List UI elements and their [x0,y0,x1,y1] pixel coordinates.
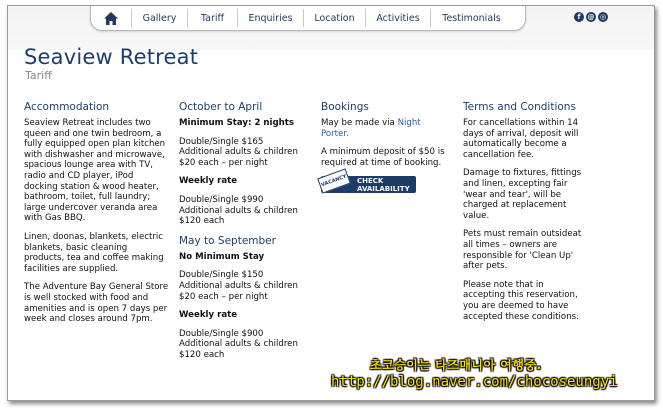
may-sep-weekly-rate: Double/Single $900 [179,328,264,339]
accommodation-supplies: Linen, doonas, blankets, electric blankets, basic cleaning products, tea and coffee making facilities are supplied. [24,231,164,274]
tripadvisor-icon[interactable]: ◎ [599,13,607,21]
may-sep-heading: May to September [179,234,276,247]
may-sep-min-stay: No Minimum Stay [179,251,265,262]
terms-pets: Pets must remain outsideat all times – owners are responsible for 'Clean Up' after pets. [463,229,582,272]
terms-acceptance: Please note that in accepting this reservation, you are deemed to have accepted these conditions. [463,279,579,322]
may-sep-weekly-additional: Additional adults & children $120 each [179,339,298,360]
nav-testimonials[interactable]: Testimonials [430,9,512,27]
bookings-heading: Bookings [321,101,369,113]
email-icon[interactable]: @ [587,13,595,21]
page-frame [7,5,655,401]
bookings-deposit: A minimum deposit of $50 is required at time of booking. [321,147,445,168]
nav-enquiries[interactable]: Enquiries [237,9,303,27]
watermark-url: http://blog.naver.com/chocoseungyi [331,374,618,390]
badge-line-2: AVAILABILITY [357,185,410,194]
bookings-column [321,101,446,193]
check-availability-button[interactable] [320,173,446,194]
social-icons [574,12,608,22]
vacancy-sign-icon: VACANCY [317,169,351,194]
terms-column [463,101,588,330]
oct-apr-weekly-label: Weekly rate [179,176,238,187]
badge-line-1: CHECK [357,177,384,186]
accommodation-column [24,101,169,333]
watermark-korean: 초코승이는 타즈매니아 여행중. [370,358,542,372]
main-nav [90,6,526,31]
terms-damage: Damage to fixtures, fittings and linen, excepting fair 'wear and tear', will be charged at replacement value. [463,168,582,221]
oct-apr-nightly-rate: Double/Single $165 [179,136,264,147]
oct-apr-heading: October to April [179,101,263,113]
rates-column [179,101,309,369]
oct-apr-additional: Additional adults & children $20 each – per night [179,147,298,168]
terms-cancellation: For cancellations within 14 days of arrival, deposit will automatically become a cancellation fee. [463,118,579,160]
bookings-via [321,118,446,139]
nav-location[interactable]: Location [303,9,365,27]
oct-apr-weekly-rate: Double/Single $990 [179,194,264,205]
may-sep-nightly-rate: Double/Single $150 [179,270,264,281]
may-sep-additional: Additional adults & children $20 each – per night [179,280,298,302]
accommodation-heading: Accommodation [24,101,110,113]
home-icon [104,12,118,25]
check-availability-label [357,177,410,193]
page-title: Seaview Retreat [24,45,199,69]
accommodation-description: Seaview Retreat includes two queen and one twin bedroom, a fully equipped open plan kitchen with dishwasher and microwave, spacious lounge area with TV, radio and CD player, iPod docking station & wood heater, bathroom, toilet, full laundry; large undercover veranda area with Gas BBQ. [24,118,166,224]
terms-heading: Terms and Conditions [463,101,576,113]
nav-activities[interactable]: Activities [365,9,430,27]
bookings-via-text: May be made via [321,118,395,128]
may-sep-weekly-label: Weekly rate [179,310,238,321]
nav-home-button[interactable] [91,9,131,27]
accommodation-store: The Adventure Bay General Store is well stocked with food and amenities and is open 7 days per week and closes around 7pm. [24,282,169,325]
night-porter-link[interactable]: Night Porter. [321,118,421,139]
oct-apr-min-stay: Minimum Stay: 2 nights [179,118,294,128]
facebook-icon[interactable]: f [574,12,584,22]
check-availability-badge [320,173,416,194]
oct-apr-weekly-additional: Additional adults & children $120 each [179,205,298,227]
nav-tariff[interactable]: Tariff [187,9,237,27]
nav-gallery[interactable]: Gallery [131,9,187,27]
page-subtitle: Tariff [25,69,52,82]
